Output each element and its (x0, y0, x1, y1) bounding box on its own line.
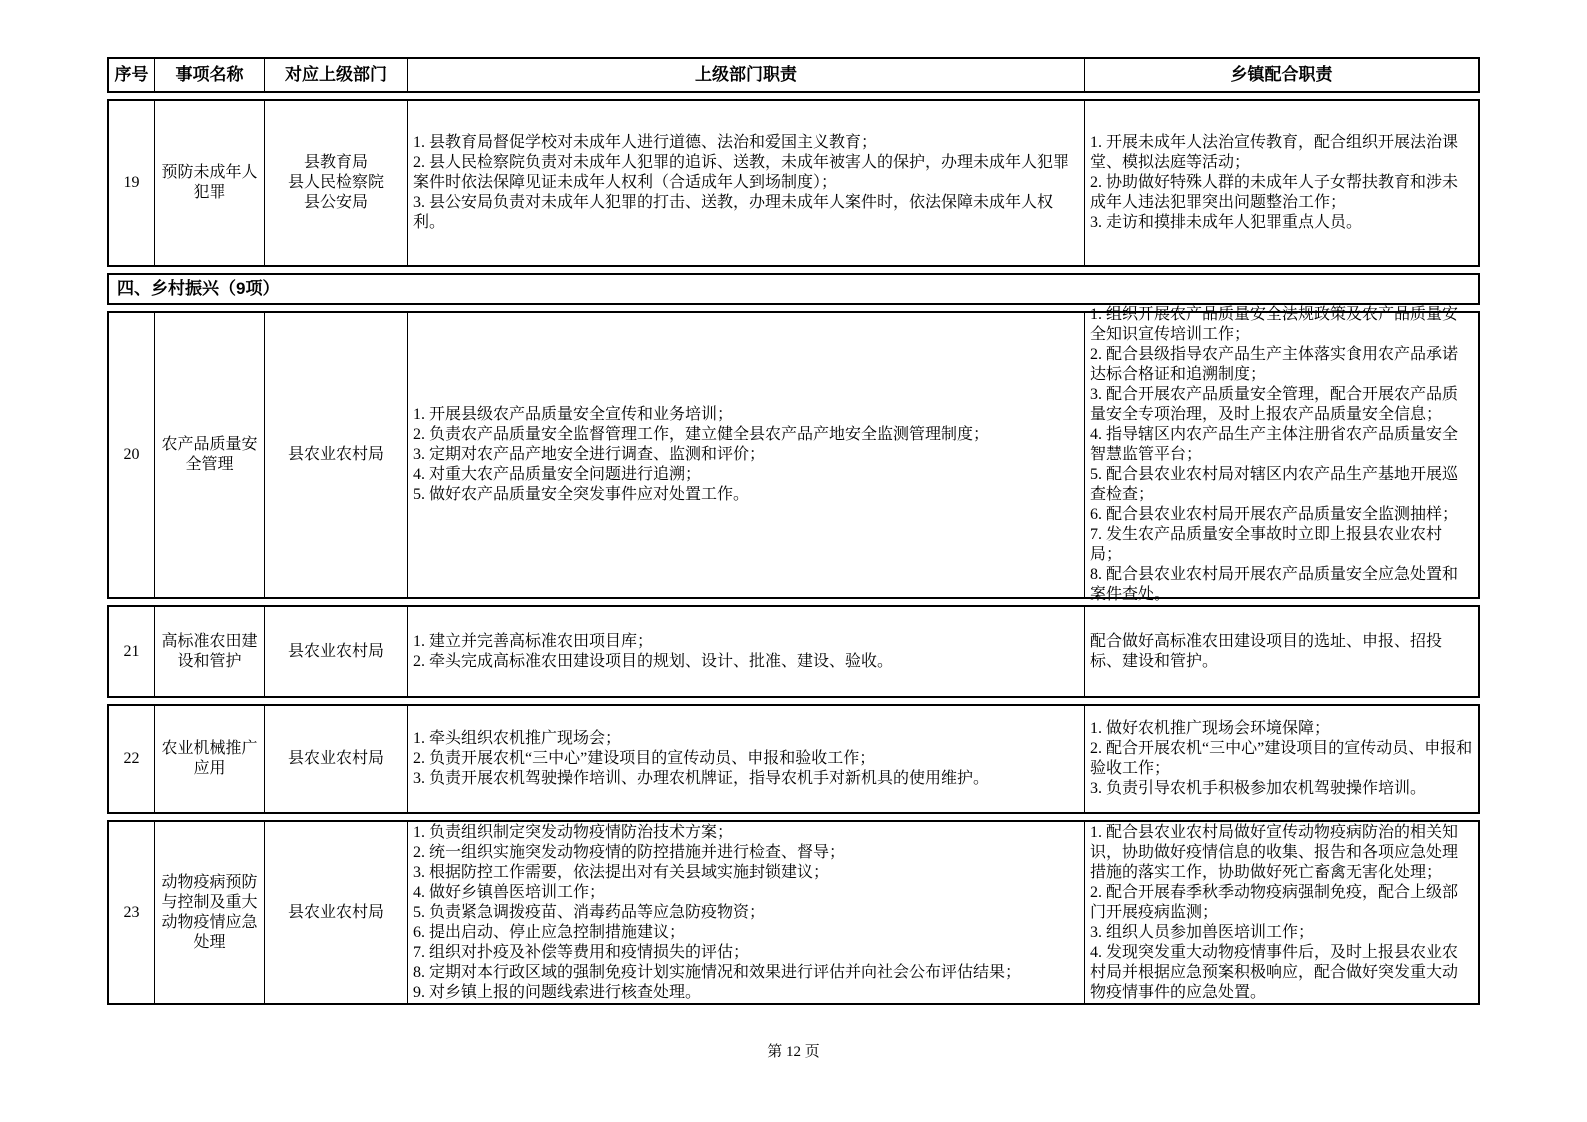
text-line: 2. 负责开展农机“三中心”建设项目的宣传动员、申报和验收工作； (413, 750, 876, 767)
superior-duties-cell (407, 101, 1084, 265)
text-line: 县农业农村局 (287, 903, 384, 921)
township-duties-cell (1084, 706, 1478, 812)
text-line: 5. 负责紧急调拨疫苗、消毒药品等应急防疫物资； (413, 903, 766, 921)
duty-table (107, 57, 1480, 1011)
seq-cell: 22 (123, 750, 140, 767)
table-row-21 (107, 605, 1480, 698)
text-line: 2. 配合开展农机“三中心”建设项目的宣传动员、申报和验收工作； (1090, 740, 1473, 777)
table-row-19 (107, 99, 1480, 267)
text-line: 县农业农村局 (287, 750, 384, 767)
superior-duties-cell (407, 313, 1084, 597)
text-line: 7. 发生农产品质量安全事故时立即上报县农业农村局； (1090, 526, 1443, 563)
text-line: 1. 建立并完善高标准农田项目库； (413, 632, 654, 650)
superior-duties-cell (407, 706, 1084, 812)
text-line: 2. 统一组织实施突发动物疫情的防控措施并进行检查、督导； (413, 843, 846, 861)
dept-cell (264, 706, 407, 812)
text-line: 2. 协助做好特殊人群的未成年人子女帮扶教育和涉未成年人违法犯罪突出问题整治工作； (1090, 174, 1459, 211)
text-line: 1. 县教育局督促学校对未成年人进行道德、法治和爱国主义教育； (413, 134, 878, 151)
seq-cell: 19 (123, 174, 140, 191)
text-line: 配合做好高标准农田建设项目的选址、申报、招投标、建设和管护。 (1090, 632, 1443, 670)
text-line: 3. 定期对农产品产地安全进行调查、监测和评价； (413, 446, 766, 463)
text-line: 1. 负责组织制定突发动物疫情防治技术方案； (413, 823, 734, 841)
text-line: 3. 负责开展农机驾驶操作培训、办理农机牌证，指导农机手对新机具的使用维护。 (413, 770, 990, 787)
text-line: 6. 提出启动、停止应急控制措施建议； (413, 923, 686, 941)
item-name-cell: 农业机械推广应用 (154, 706, 264, 812)
section-title: 四、乡村振兴（9项） (117, 279, 280, 298)
header-seq: 序号 (114, 65, 149, 84)
seq-cell: 20 (123, 446, 140, 463)
text-line: 9. 对乡镇上报的问题线索进行核查处理。 (413, 983, 702, 1001)
text-line: 1. 开展县级农产品质量安全宣传和业务培训； (413, 406, 734, 423)
dept-cell (264, 101, 407, 265)
dept-cell (264, 607, 407, 696)
seq-cell: 21 (123, 642, 140, 660)
text-line: 3. 组织人员参加兽医培训工作； (1090, 923, 1315, 941)
text-line: 3. 县公安局负责对未成年人犯罪的打击、送教，办理未成年人案件时，依法保障未成年人权利。 (413, 194, 1054, 231)
township-duties-cell (1084, 607, 1478, 696)
seq-cell: 23 (123, 903, 140, 921)
text-line: 3. 负责引导农机手积极参加农机驾驶操作培训。 (1090, 780, 1427, 797)
text-line: 8. 配合县农业农村局开展农产品质量安全应急处置和案件查处。 (1090, 566, 1459, 603)
text-line: 1. 做好农机推广现场会环境保障； (1090, 720, 1331, 737)
header-item-name: 事项名称 (154, 59, 264, 91)
superior-duties-cell (407, 607, 1084, 696)
section-header-row (107, 273, 1480, 305)
header-township-duties: 乡镇配合职责 (1084, 59, 1478, 91)
text-line: 4. 做好乡镇兽医培训工作； (413, 883, 606, 901)
table-row-20 (107, 306, 1480, 603)
text-line: 3. 配合开展农产品质量安全管理，配合开展农产品质量安全专项治理，及时上报农产品质量安全信息； (1090, 386, 1459, 423)
text-line: 县公安局 (303, 194, 368, 211)
text-line: 县农业农村局 (287, 446, 384, 463)
text-line: 7. 组织对扑疫及补偿等费用和疫情损失的评估； (413, 943, 750, 961)
text-line: 2. 配合开展春季秋季动物疫病强制免疫，配合上级部门开展疫病监测； (1090, 883, 1459, 921)
township-duties-cell (1084, 306, 1478, 603)
text-line: 6. 配合县农业农村局开展农产品质量安全监测抽样； (1090, 506, 1459, 523)
text-line: 5. 做好农产品质量安全突发事件应对处置工作。 (413, 486, 750, 503)
header-superior-dept: 对应上级部门 (264, 59, 407, 91)
text-line: 3. 走访和摸排未成年人犯罪重点人员。 (1090, 214, 1363, 231)
text-line: 4. 发现突发重大动物疫情事件后，及时上报县农业农村局并根据应急预案积极响应，配合做好突发重大动物疫情事件的应急处置。 (1090, 943, 1459, 1001)
text-line: 1. 配合县农业农村局做好宣传动物疫病防治的相关知识，协助做好疫情信息的收集、报告和各项应急处理措施的落实工作，协助做好死亡畜禽无害化处理； (1090, 823, 1459, 881)
text-line: 1. 牵头组织农机推广现场会； (413, 730, 622, 747)
table-header-row (107, 57, 1480, 93)
text-line: 1. 开展未成年人法治宣传教育，配合组织开展法治课堂、模拟法庭等活动； (1090, 134, 1459, 171)
page-number: 第 12 页 (767, 1044, 820, 1060)
text-line: 2. 配合县级指导农产品生产主体落实食用农产品承诺达标合格证和追溯制度； (1090, 346, 1459, 383)
text-line: 5. 配合县农业农村局对辖区内农产品生产基地开展巡查检查； (1090, 466, 1459, 503)
text-line: 2. 牵头完成高标准农田建设项目的规划、设计、批准、建设、验收。 (413, 652, 894, 670)
header-superior-duties: 上级部门职责 (407, 59, 1084, 91)
dept-cell (264, 822, 407, 1003)
dept-cell (264, 313, 407, 597)
text-line: 2. 县人民检察院负责对未成年人犯罪的追诉、送教，未成年被害人的保护，办理未成年人犯罪案件时依法保障见证未成年人权利（合适成年人到场制度）； (413, 154, 1070, 191)
table-row-22 (107, 704, 1480, 814)
table-row-23 (107, 820, 1480, 1005)
item-name-cell: 高标准农田建设和管护 (154, 607, 264, 696)
text-line: 3. 根据防控工作需要，依法提出对有关县域实施封锁建议； (413, 863, 830, 881)
township-duties-cell (1084, 822, 1478, 1003)
text-line: 4. 对重大农产品质量安全问题进行追溯； (413, 466, 702, 483)
text-line: 4. 指导辖区内农产品生产主体注册省农产品质量安全智慧监管平台； (1090, 426, 1459, 463)
item-name-cell: 农产品质量安全管理 (154, 313, 264, 597)
text-line: 8. 定期对本行政区域的强制免疫计划实施情况和效果进行评估并向社会公布评估结果； (413, 963, 1022, 981)
text-line: 2. 负责农产品质量安全监督管理工作，建立健全县农产品产地安全监测管理制度； (413, 426, 990, 443)
superior-duties-cell (407, 822, 1084, 1003)
item-name-cell: 动物疫病预防与控制及重大动物疫情应急处理 (154, 822, 264, 1003)
text-line: 县人民检察院 (287, 174, 384, 191)
text-line: 1. 组织开展农产品质量安全法规政策及农产品质量安全知识宣传培训工作； (1090, 306, 1459, 343)
text-line: 县农业农村局 (287, 642, 384, 660)
text-line: 县教育局 (303, 154, 368, 171)
township-duties-cell (1084, 101, 1478, 265)
item-name-cell: 预防未成年人犯罪 (154, 101, 264, 265)
